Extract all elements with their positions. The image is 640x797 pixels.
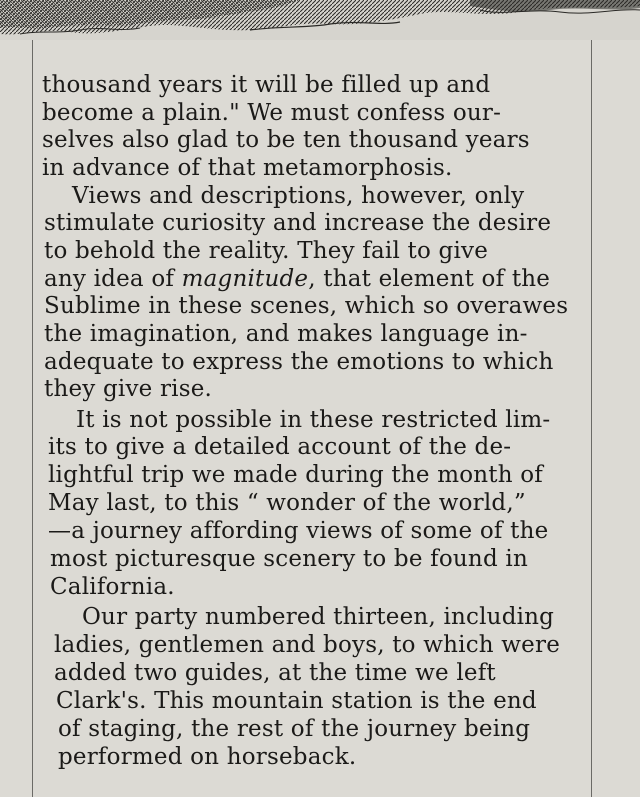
paragraph-2-line: adequate to express the emotions to which	[44, 349, 554, 375]
paragraph-2-line: Sublime in these scenes, which so overawes	[44, 293, 569, 319]
paragraph-1-line: become a plain." We must confess our-	[42, 100, 502, 126]
paragraph-4-line: Clark's. This mountain station is the end	[56, 688, 537, 714]
paragraph-2-line: stimulate curiosity and increase the desire	[44, 210, 552, 236]
paragraph-1-line: thousand years it will be filled up and	[42, 72, 491, 98]
paragraph-4-line: ladies, gentlemen and boys, to which were	[54, 632, 561, 658]
paragraph-3-line: most picturesque scenery to be found in	[50, 546, 528, 572]
text-segment: any idea of	[44, 266, 182, 292]
paragraph-4-line: of staging, the rest of the journey being	[58, 716, 531, 742]
column-rule-left	[32, 40, 33, 797]
paragraph-4-line: Our party numbered thirteen, including	[82, 604, 555, 630]
paragraph-3-line: its to give a detailed account of the de-	[48, 434, 512, 460]
engraving-illustration	[0, 0, 640, 40]
paragraph-3-line: California.	[50, 574, 175, 600]
paragraph-4-line: performed on horseback.	[58, 744, 357, 770]
paragraph-2-line: they give rise.	[44, 376, 213, 402]
paragraph-3-line: —a journey affording views of some of the	[48, 518, 549, 544]
paragraph-3-line: It is not possible in these restricted lim-	[76, 407, 551, 433]
paragraph-3-line: May last, to this “ wonder of the world,”	[48, 490, 526, 516]
text-segment: , that element of the	[308, 266, 551, 292]
paragraph-2-line: to behold the reality. They fail to give	[44, 238, 489, 264]
paragraph-4-line: added two guides, at the time we left	[54, 660, 496, 686]
emphasized-word: magnitude	[181, 266, 309, 292]
paragraph-2-line-with-emphasis	[44, 266, 550, 293]
paragraph-2-line: the imagination, and makes language in-	[44, 321, 528, 347]
paragraph-3-line: lightful trip we made during the month of	[48, 462, 543, 488]
paragraph-1-line: selves also glad to be ten thousand years	[42, 127, 530, 153]
column-rule-right	[591, 40, 592, 797]
paragraph-1-line: in advance of that metamorphosis.	[42, 155, 453, 181]
paragraph-2-line: Views and descriptions, however, only	[72, 183, 525, 209]
